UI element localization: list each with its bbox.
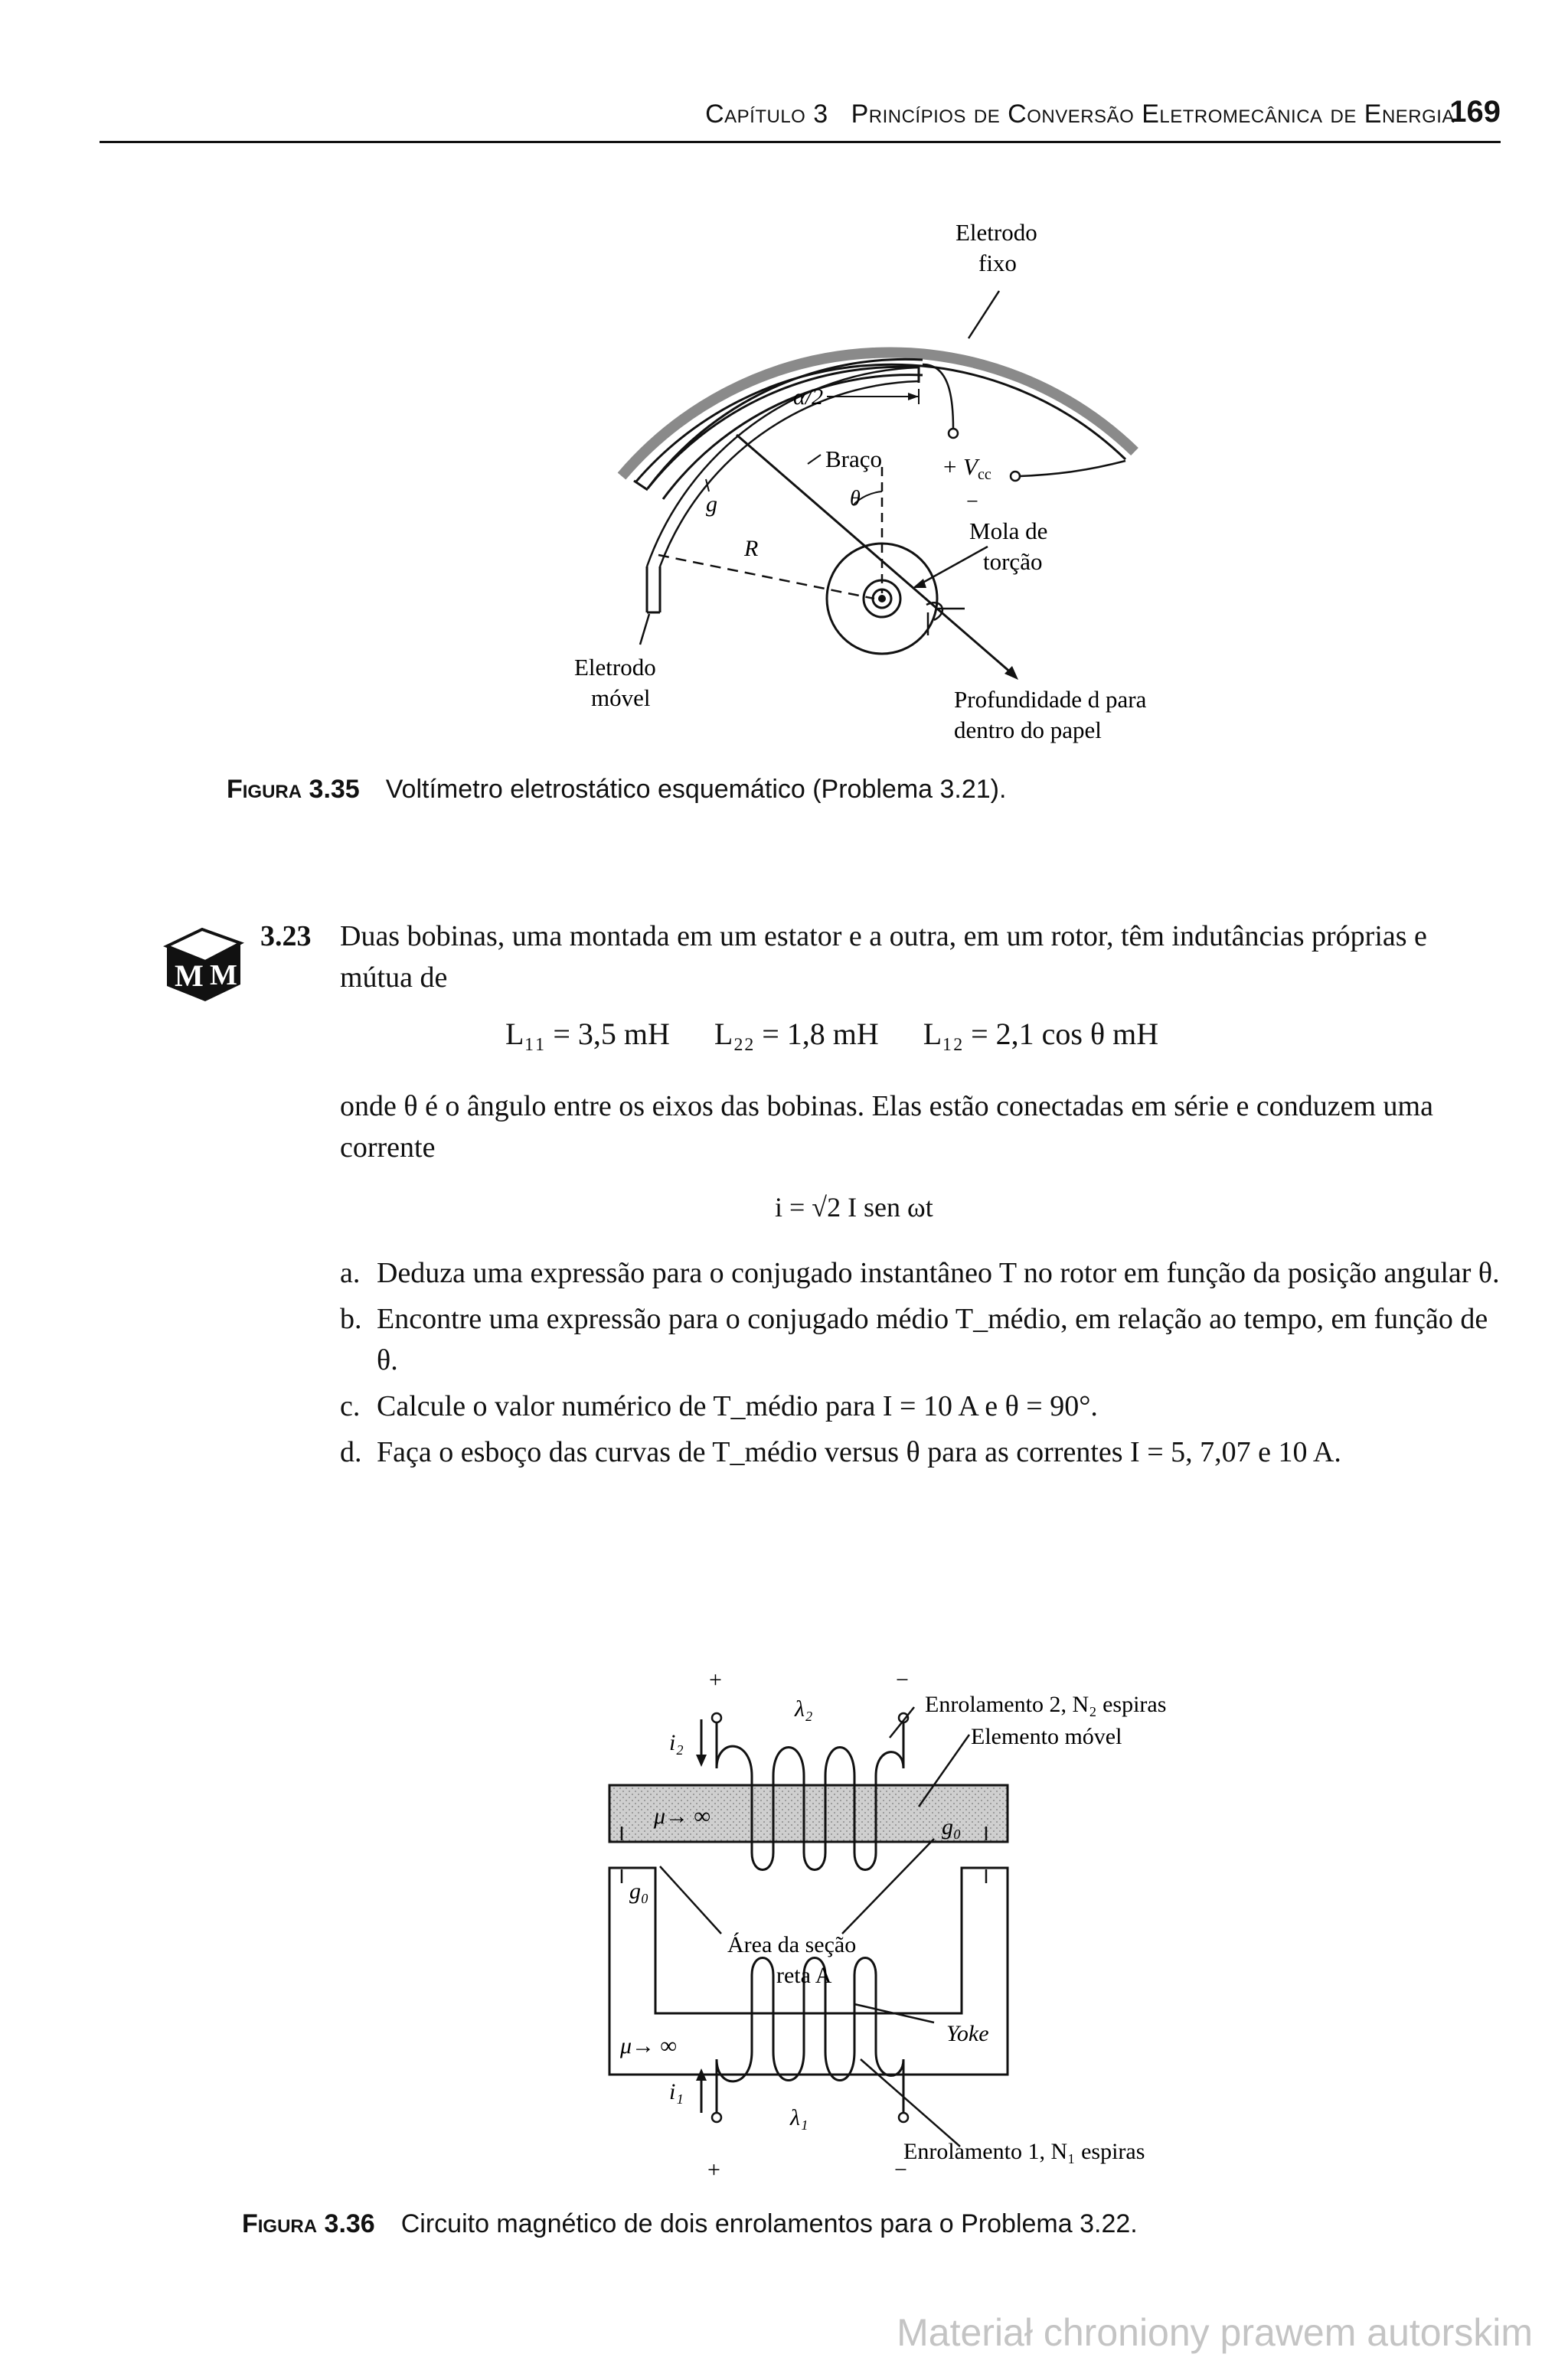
label-i2: i₂	[669, 1730, 684, 1755]
label-moving-element: Elemento móvel	[971, 1724, 1122, 1749]
problem-item-d	[340, 1432, 1501, 1473]
arm-label-pointer	[808, 455, 821, 464]
vcc-terminal-top	[949, 429, 958, 438]
winding-1-minus-terminal	[899, 2113, 908, 2122]
header-title: Princípios de Conversão Eletromecânica de Energia	[851, 100, 1455, 129]
label-fixed-electrode-l1: Eletrodo	[956, 219, 1037, 246]
label-spring-l1: Mola de	[969, 517, 1048, 544]
label-moving-electrode-l1: Eletrodo	[574, 654, 656, 681]
label-vcc-v: V	[963, 453, 978, 480]
alpha-half-arrowhead	[908, 393, 919, 400]
winding-1-plus-terminal	[712, 2113, 721, 2122]
label-mu-bottom: μ→ ∞	[620, 2033, 677, 2058]
label-plus-bottom: +	[707, 2157, 720, 2182]
label-yoke: Yoke	[946, 2021, 989, 2046]
area-pointer-left	[660, 1866, 721, 1934]
item-letter: d.	[340, 1436, 362, 1468]
label-arm: Braço	[825, 446, 883, 472]
inductance-equations	[505, 1014, 1195, 1055]
vcc-terminal-minus	[1011, 472, 1020, 481]
label-g: g	[706, 491, 717, 517]
label-area-l1: Área da seção	[727, 1932, 857, 1957]
label-mu-top: μ→ ∞	[654, 1804, 710, 1829]
winding-2-pointer	[890, 1707, 914, 1738]
copyright-watermark: Materiał chroniony prawem autorskim	[897, 2311, 1533, 2354]
figure-3-35-caption	[227, 775, 1006, 805]
fixed-electrode-wire	[1020, 461, 1125, 476]
label-theta: θ	[850, 487, 861, 511]
electrode-wire	[923, 364, 953, 429]
label-i1: i₁	[669, 2079, 684, 2104]
label-minus-bottom: −	[894, 2157, 907, 2182]
mm-book-icon	[159, 916, 248, 1007]
label-moving-electrode-l2: móvel	[591, 684, 651, 711]
item-text: Calcule o valor numérico de T_médio para I = 10 A e θ = 90°.	[377, 1390, 1098, 1422]
figure-3-36-two-winding-circuit	[582, 1646, 1240, 2182]
label-vcc	[963, 453, 991, 483]
i2-arrowhead	[696, 1755, 707, 1767]
problem-intro: Duas bobinas, uma montada em um estator e a outra, em um rotor, têm indutâncias próprias e mútua de	[340, 920, 1427, 994]
equation-l11: L₁₁ = 3,5 mH	[505, 1017, 670, 1051]
caption-text: Circuito magnético de dois enrolamentos para o Problema 3.22.	[400, 2209, 1138, 2238]
problem-where: onde θ é o ângulo entre os eixos das bobinas. Elas estão conectadas em série e conduzem uma corrente	[340, 1090, 1433, 1164]
label-fixed-electrode-l2: fixo	[978, 250, 1017, 276]
label-depth-l1: Profundidade d para	[954, 686, 1147, 713]
problem-item-b	[340, 1298, 1501, 1381]
item-text: Faça o esboço das curvas de T_médio versus θ para as correntes I = 5, 7,07 e 10 A.	[377, 1436, 1341, 1468]
label-vcc-minus: −	[966, 490, 978, 514]
area-pointer-right	[842, 1839, 934, 1934]
label-plus-top: +	[709, 1667, 722, 1693]
item-text: Deduza uma expressão para o conjugado instantâneo T no rotor em função da posição angular θ.	[377, 1257, 1500, 1289]
problem-items	[340, 1252, 1501, 1477]
running-header	[100, 93, 1501, 143]
item-text: Encontre uma expressão para o conjugado médio T_médio, em relação ao tempo, em função de θ.	[377, 1303, 1488, 1376]
svg-text:M: M	[175, 958, 204, 993]
caption-label: Figura 3.35	[227, 775, 360, 804]
header-chapter-title	[705, 100, 1455, 129]
pivot-center	[878, 595, 886, 602]
moving-electrode-pointer	[640, 614, 649, 645]
page-number: 169	[1449, 95, 1501, 129]
problem-item-c	[340, 1386, 1501, 1427]
current-equation: i = √2 I sen ωt	[775, 1192, 933, 1223]
label-g0-left: g₀	[629, 1879, 649, 1904]
item-letter: a.	[340, 1257, 361, 1289]
caption-text: Voltímetro eletrostático esquemático (Problema 3.21).	[385, 775, 1007, 804]
fixed-electrode-end	[634, 481, 648, 490]
label-lambda1: λ₁	[790, 2105, 808, 2130]
problem-number: 3.23	[260, 920, 312, 952]
problem-item-a	[340, 1252, 1501, 1294]
label-alpha-half: α/2	[793, 384, 824, 410]
svg-text:M: M	[210, 959, 237, 991]
label-winding-1: Enrolamento 1, N₁ espiras	[903, 2139, 1145, 2164]
item-letter: c.	[340, 1390, 361, 1422]
label-winding-2: Enrolamento 2, N₂ espiras	[925, 1692, 1167, 1717]
caption-label: Figura 3.36	[242, 2209, 375, 2238]
figure-3-36-caption	[242, 2209, 1138, 2239]
label-vcc-sub: cc	[977, 466, 991, 483]
label-r: R	[744, 536, 759, 561]
spring-pointer-arrowhead	[913, 579, 926, 588]
winding-2-plus-terminal	[712, 1713, 721, 1722]
header-chapter: Capítulo 3	[705, 100, 828, 129]
label-lambda2: λ₂	[795, 1696, 813, 1722]
label-vcc-plus: +	[943, 453, 957, 480]
label-g0-right: g₀	[942, 1814, 962, 1840]
equation-l22: L₂₂ = 1,8 mH	[714, 1017, 879, 1051]
figure-3-35-electrostatic-voltmeter	[536, 207, 1225, 758]
label-spring-l2: torção	[983, 548, 1043, 575]
equation-l12: L₁₂ = 2,1 cos θ mH	[923, 1017, 1159, 1051]
label-minus-top: −	[896, 1667, 909, 1693]
spring-pointer	[919, 547, 988, 585]
label-area-l2: reta A	[776, 1963, 832, 1988]
label-depth-l2: dentro do papel	[954, 717, 1102, 743]
item-letter: b.	[340, 1303, 362, 1335]
fixed-electrode-pointer	[969, 291, 999, 338]
